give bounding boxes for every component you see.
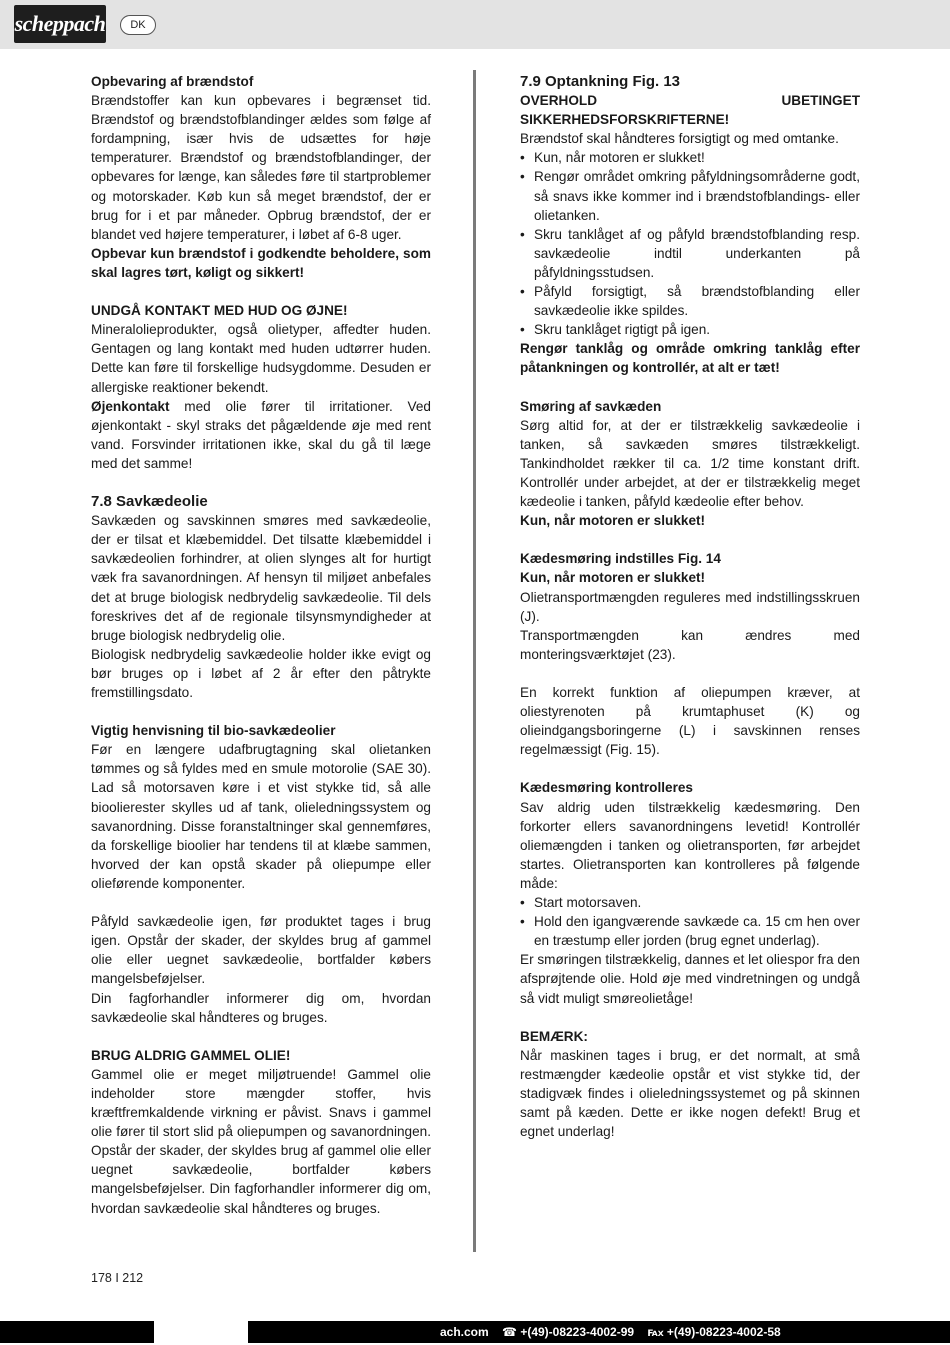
footer-contact: [440, 1321, 791, 1343]
bio-oil-heading: Vigtig henvisning til bio-savkædeolier: [91, 723, 336, 739]
dealer-paragraph: Din fagforhandler informerer dig om, hvordan savkædeolie skal håndteres og bruges.: [91, 990, 431, 1025]
logo-text: scheppach: [14, 11, 106, 36]
list-item: • Start motorsaven.: [520, 895, 642, 911]
bio-oil-paragraph: Før en længere udafbrugtagning skal olietanken tømmes og så fyldes med en smule motorolie (SAE 30). Lad så motorsaven køre i et vist stykke tid, så alle bioolierester skylles ud af tank, olieledningssystem og savanordning. Disse foranstaltninger skal gennemføres, da forskellige bioolier har tendens til at klæbe sammen, hvorved der kan opstå skader på oliepumpe eller olieførende komponenter.: [91, 742, 431, 891]
eye-contact-label: Øjenkontakt: [91, 398, 170, 414]
adjust-paragraph-2: Transportmængden kan ændres med monteringsværktøjet (23).: [520, 627, 860, 662]
list-item: • Skru tanklåget rigtigt på igen.: [520, 322, 711, 338]
section-7-8-heading: 7.8 Savkædeolie: [91, 493, 208, 511]
pump-paragraph: En korrekt funktion af oliepumpen kræver, at oliestyrenoten på krumtaphuset (K) og olieindgangsboringerne (L) i savskinnen renses regelmæssigt (Fig. 15).: [520, 685, 860, 758]
right-column: [520, 72, 860, 1141]
list-item: • Påfyld forsigtigt, så brændstofblanding eller savkædeolie ikke spildes.: [520, 284, 860, 319]
check-bullet-list: [520, 893, 860, 950]
storage-heading: Opbevaring af brændstof: [91, 74, 254, 89]
lubrication-paragraph: Sørg altid for, at der er tilstrækkelig savkædeolie i tanken, så savkæden smøres tilstrækkeligt. Tankindholdet rækker til ca. 1/2 time konstant drift. Kontrollér under arbejdet, at der er tilstrækkelig meget kædeolie i tanken, påfyld kædeolie efter behov.: [520, 417, 860, 510]
fuel-handling-text: Brændstof skal håndteres forsigtigt og med omtanke.: [520, 131, 839, 147]
refuel-bullet-list: [520, 148, 860, 339]
language-badge: DK: [120, 15, 156, 35]
storage-warning: Opbevar kun brændstof i godkendte beholdere, som skal lagres tørt, køligt og sikkert!: [91, 245, 431, 280]
section-7-8-paragraph-2: Biologisk nedbrydelig savkædeolie holder ikke evigt og bør bruges op i løbet af 2 år efter den påtrykte fremstillingsdato.: [91, 646, 431, 700]
contact-heading: UNDGÅ KONTAKT MED HUD OG ØJNE!: [91, 303, 348, 319]
storage-paragraph: Brændstoffer kan kun opbevares i begrænset tid. Brændstof og brændstofblandinger ældes som følge af fordampning, især hvis de udsættes for høje temperaturer. Brændstof og brændstofblandinger, der opbevares for længe, kan således føre til startproblemer og motorskader. Køb kun så meget brændstof, der er brug for i et par måneder. Opbrug brændstof, der er blandet ved højere temperaturer, i løbet af 6-8 uger.: [91, 93, 431, 242]
page-header: [0, 0, 950, 49]
list-item: • Hold den igangværende savkæde ca. 15 cm hen over en træstump eller jorden (brug egnet underlag).: [520, 914, 860, 949]
old-oil-heading: BRUG ALDRIG GAMMEL OLIE!: [91, 1047, 291, 1063]
section-7-9-heading: 7.9 Optankning Fig. 13: [520, 73, 681, 90]
lubrication-heading: Smøring af savkæden: [520, 398, 662, 414]
adjust-warning: Kun, når motoren er slukket!: [520, 570, 706, 586]
check-result-paragraph: Er smøringen tilstrækkelig, dannes et let oliespor fra den afsprøjtende olie. Hold øje med vindretningen og undgå så vidt muligt smøreolietåge!: [520, 952, 860, 1006]
footer-phone: ☎ +(49)-08223-4002-99: [502, 1325, 635, 1339]
check-heading: Kædesmøring kontrolleres: [520, 780, 693, 796]
list-item: • Rengør området omkring påfyldningsområderne godt, så snavs ikke kommer ind i brændstofblandings- eller olietanken.: [520, 169, 860, 223]
page-number: 178 I 212: [91, 1271, 144, 1285]
footer-website: ach.com: [440, 1325, 489, 1339]
footer-fax: ℻ +(49)-08223-4002-58: [647, 1325, 781, 1339]
refill-paragraph: Påfyld savkædeolie igen, før produktet tages i brug igen. Opstår der skader, der skyldes brug af gammel olie eller uegnet savkædeolie, bortfalder købers mangelsbeføjelser.: [91, 914, 431, 987]
safety-warning: OVERHOLD UBETINGET SIKKERHEDSFORSKRIFTERNE!: [520, 93, 860, 128]
section-7-8-paragraph: Savkæden og savskinnen smøres med savkædeolie, der er tilsat et klæbemiddel. Det tilsatte klæbemiddel i savkædeolien forhindrer, at olien slynges alt for hurtigt væk fra savanordningen. Af hensyn til miljøet anbefales det at bruge biologisk nedbrydelig savkædeolie. Til dels foreskrives det af de regionale tilsynsmyndigheder at bruge biologisk nedbrydelig olie.: [91, 513, 431, 643]
left-column: [91, 72, 431, 1218]
eye-contact-text: med olie fører til irritationer. Ved øjenkontakt - skyl straks det pågældende øje med rent vand. Forsvinder irritationen ikke, skal du gå til læge med det samme!: [91, 398, 431, 471]
adjust-heading: Kædesmøring indstilles Fig. 14: [520, 551, 721, 567]
note-paragraph: Når maskinen tages i brug, er det normalt, at små restmængder kædeolie opstår et vist stykke tid, der stadigvæk findes i olieledningssystemet og på skinnen samt på kæden. Dette er ikke nogen defekt! Brug et egnet underlag!: [520, 1047, 860, 1140]
column-divider: [473, 70, 476, 1252]
list-item: • Kun, når motoren er slukket!: [520, 150, 705, 166]
adjust-paragraph-1: Olietransportmængden reguleres med indstillingsskruen (J).: [520, 589, 860, 624]
brand-logo: [14, 5, 106, 43]
clean-cap-warning: Rengør tanklåg og område omkring tanklåg efter påtankningen og kontrollér, at alt er tæt!: [520, 341, 860, 376]
lubrication-warning: Kun, når motoren er slukket!: [520, 513, 706, 529]
old-oil-paragraph: Gammel olie er meget miljøtruende! Gammel olie indeholder store mængder stoffer, hvis kræftfremkaldende virkning er påvist. Snavs i gammel olie fører til stort slid på oliepumpen og savanordningen. Opstår der skader, der skyldes brug af gammel olie eller uegnet savkædeolie, bortfalder købers mangelsbeføjelser. Din fagforhandler informerer dig om, hvordan savkædeolie skal håndteres og bruges.: [91, 1066, 431, 1216]
check-paragraph: Sav aldrig uden tilstrækkelig kædesmøring. Den forkorter ellers savanordningens levetid! Kontrollér oliemængden i tanken og olietransporten, før arbejdet startes. Olietransporten kan kontrolleres på følgende måde:: [520, 799, 860, 891]
eye-contact-paragraph: [91, 397, 431, 473]
footer-white-block: [154, 1321, 248, 1343]
contact-paragraph: Mineralolieprodukter, også olietyper, affedter huden. Gentagen og lang kontakt med huden udtørrer huden. Dette kan føre til forskellige hudsygdomme. Desuden er allergiske reaktioner bekendt.: [91, 322, 431, 395]
list-item: • Skru tanklåget af og påfyld brændstofblanding resp. savkædeolie indtil underkanten på påfyldningsstudsen.: [520, 226, 860, 280]
page-footer: [0, 1321, 950, 1343]
note-heading: BEMÆRK:: [520, 1028, 588, 1044]
